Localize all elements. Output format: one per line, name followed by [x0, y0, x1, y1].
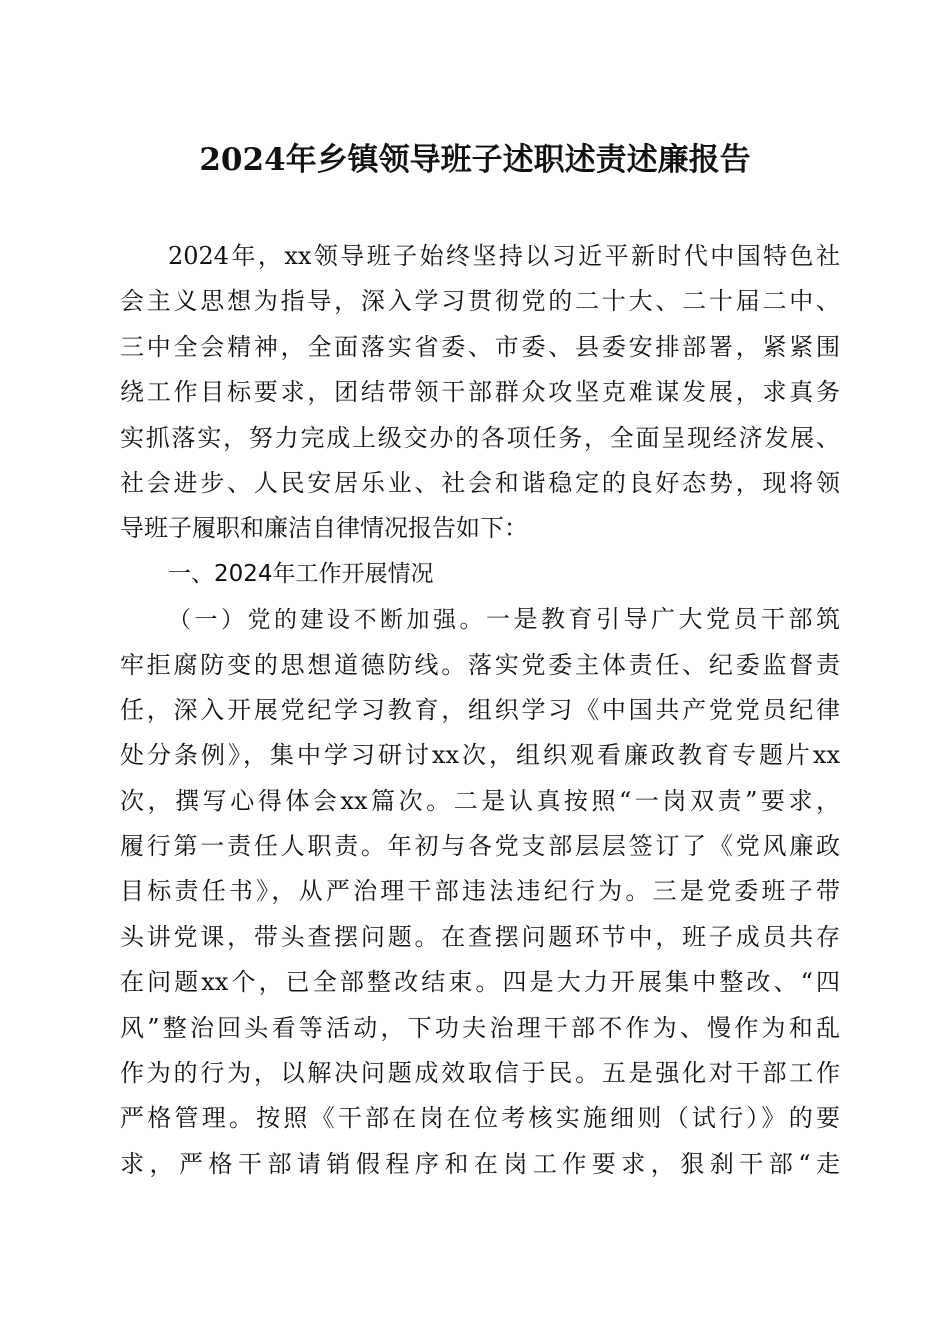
paragraph-line: 社会进步、人民安居乐业、社会和谐稳定的良好态势，现将领: [120, 468, 840, 497]
paragraph-line: 求，严格干部请销假程序和在岗工作要求，狠刹干部“走: [120, 1149, 840, 1178]
section-heading: 一、2024年工作开展情况: [168, 560, 434, 587]
paragraph-line: 绕工作目标要求，团结带领干部群众攻坚克难谋发展，求真务: [120, 378, 840, 407]
paragraph-line: 在问题xx个，已全部整改结束。四是大力开展集中整改、“四: [120, 968, 840, 997]
paragraph-line: 任，深入开展党纪学习教育，组织学习《中国共产党党员纪律: [120, 695, 840, 724]
paragraph-line: 履行第一责任人职责。年初与各党支部层层签订了《党风廉政: [120, 832, 840, 861]
paragraph-line: 实抓落实，努力完成上级交办的各项任务，全面呈现经济发展、: [120, 423, 840, 452]
paragraph-line: 风”整治回头看等活动，下功夫治理干部不作为、慢作为和乱: [120, 1013, 840, 1042]
document-body: [120, 234, 840, 1187]
paragraph-line: 2024年，xx领导班子始终坚持以习近平新时代中国特色社: [168, 242, 840, 270]
paragraph-line: 次，撰写心得体会xx篇次。二是认真按照“一岗双责”要求，: [120, 786, 840, 815]
paragraph-line: 会主义思想为指导，深入学习贯彻党的二十大、二十届二中、: [120, 287, 840, 316]
paragraph-line: 三中全会精神，全面落实省委、市委、县委安排部署，紧紧围: [120, 332, 840, 361]
paragraph-line: 头讲党课，带头查摆问题。在查摆问题环节中，班子成员共存: [120, 922, 840, 951]
paragraph-line: 处分条例》，集中学习研讨xx次，组织观看廉政教育专题片xx: [120, 741, 840, 770]
paragraph-line: 严格管理。按照《干部在岗在位考核实施细则（试行）》的要: [120, 1104, 840, 1133]
paragraph-line: 作为的行为，以解决问题成效取信于民。五是强化对干部工作: [120, 1059, 840, 1088]
paragraph-text: 一是教育引导广大党员干部筑: [486, 605, 840, 634]
paragraph-line: 牢拒腐防变的思想道德防线。落实党委主体责任、纪委监督责: [120, 650, 840, 679]
document-title: 2024年乡镇领导班子述职述责述廉报告: [199, 142, 751, 178]
subsection-first-line: [120, 597, 840, 642]
paragraph-line: 目标责任书》，从严治理干部违法违纪行为。三是党委班子带: [120, 877, 840, 906]
paragraph-line: 导班子履职和廉洁自律情况报告如下：: [120, 514, 528, 543]
subsection-heading: （一）党的建设不断加强。: [168, 607, 486, 634]
